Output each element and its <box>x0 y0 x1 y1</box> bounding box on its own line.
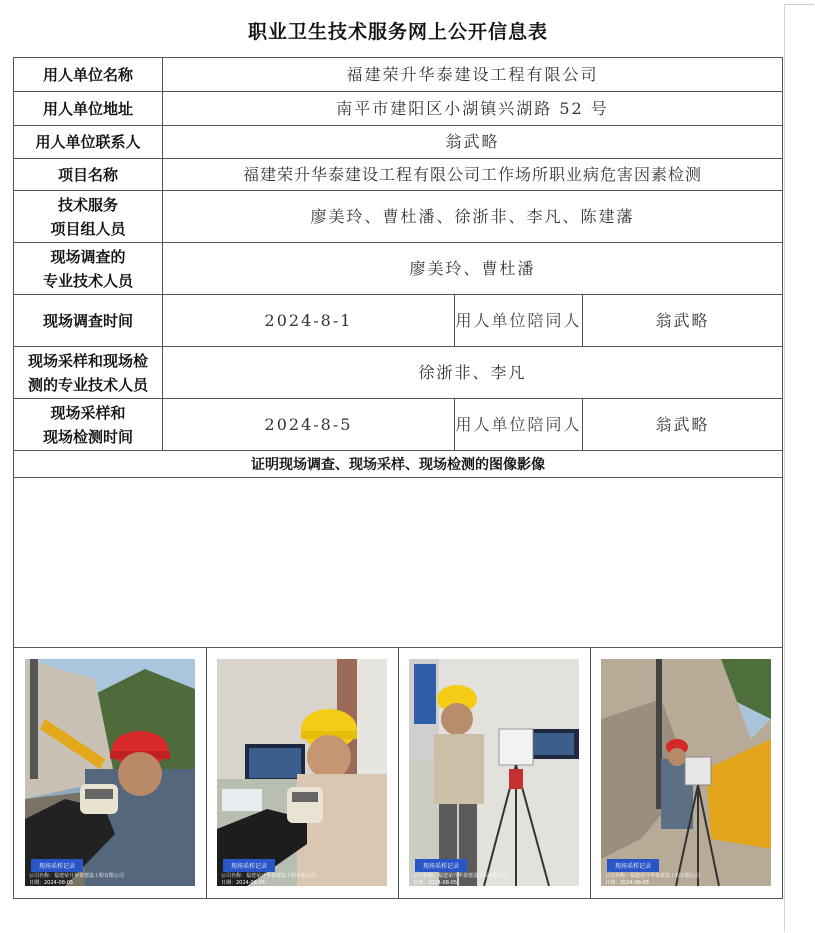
value-sampling-staff: 徐浙非、李凡 <box>163 347 783 399</box>
value-team: 廖美玲、曹杜潘、徐浙非、李凡、陈建藩 <box>163 191 783 243</box>
label-employer-contact: 用人单位联系人 <box>14 126 163 159</box>
label-team-line1: 技术服务 <box>57 195 118 214</box>
label-sampling-companion: 用人单位陪同人 <box>455 399 583 451</box>
table-row <box>14 295 783 347</box>
label-sampling-time <box>14 399 163 451</box>
label-survey-time: 现场调查时间 <box>14 295 163 347</box>
table-row <box>14 243 783 295</box>
label-team <box>14 191 163 243</box>
blank-image-area <box>14 478 783 648</box>
photo-2-line1: 公司名称：福建荣升华泰建设工程有限公司 <box>221 873 317 879</box>
page-corner-mark <box>784 4 814 5</box>
label-sampling-staff <box>14 347 163 399</box>
photo-divider <box>590 648 591 898</box>
label-sampling-staff-line1: 现场采样和现场检 <box>27 351 148 370</box>
info-table <box>13 57 783 899</box>
photo-2-tag: 现场采样记录 <box>223 859 275 872</box>
site-photo-2 <box>217 659 387 886</box>
site-photo-1-image <box>25 659 195 886</box>
photo-divider <box>206 648 207 898</box>
label-project-name: 项目名称 <box>14 159 163 191</box>
value-employer-address: 南平市建阳区小湖镇兴湖路 52 号 <box>163 92 783 126</box>
table-row <box>14 399 783 451</box>
site-photo-3-image <box>409 659 579 886</box>
table-row <box>14 191 783 243</box>
value-employer-contact: 翁武略 <box>163 126 783 159</box>
site-photo-3 <box>409 659 579 886</box>
photo-cell <box>14 648 783 899</box>
photo-4-line2: 日期：2024-08-05 <box>605 880 650 886</box>
photo-3-line1: 公司名称：福建荣升华泰建设工程有限公司 <box>413 873 509 879</box>
label-survey-staff-line2: 专业技术人员 <box>42 271 133 290</box>
value-employer-name: 福建荣升华泰建设工程有限公司 <box>163 58 783 92</box>
blank-image-cell <box>14 478 783 648</box>
label-survey-companion: 用人单位陪同人 <box>455 295 583 347</box>
table-row <box>14 92 783 126</box>
site-photo-4-image <box>601 659 771 886</box>
site-photo-2-image <box>217 659 387 886</box>
site-photo-4 <box>601 659 771 886</box>
label-sampling-time-line2: 现场检测时间 <box>42 427 133 446</box>
photo-4-tag: 现场采样记录 <box>607 859 659 872</box>
photo-2-line2: 日期：2024-08-05 <box>221 880 266 886</box>
label-team-line2: 项目组人员 <box>50 219 126 238</box>
value-sampling-date: 2024-8-5 <box>163 399 455 451</box>
label-sampling-staff-line2: 测的专业技术人员 <box>27 375 148 394</box>
photo-strip <box>14 648 783 898</box>
page-title: 职业卫生技术服务网上公开信息表 <box>247 21 548 43</box>
images-caption: 证明现场调查、现场采样、现场检测的图像影像 <box>14 451 783 478</box>
table-row <box>14 159 783 191</box>
photo-1-line2: 日期：2024-08-05 <box>29 880 74 886</box>
page-margin-line <box>784 4 785 932</box>
table-row <box>14 126 783 159</box>
label-sampling-time-line1: 现场采样和 <box>50 403 126 422</box>
table-row <box>14 451 783 478</box>
photo-3-tag: 现场采样记录 <box>415 859 467 872</box>
table-row <box>14 58 783 92</box>
photo-1-tag: 现场采样记录 <box>31 859 83 872</box>
value-project-name: 福建荣升华泰建设工程有限公司工作场所职业病危害因素检测 <box>163 159 783 191</box>
label-employer-address: 用人单位地址 <box>14 92 163 126</box>
value-survey-date: 2024-8-1 <box>163 295 455 347</box>
photo-divider <box>398 648 399 898</box>
photo-row <box>14 648 783 899</box>
photo-4-line1: 公司名称：福建荣升华泰建设工程有限公司 <box>605 873 701 879</box>
value-survey-companion: 翁武略 <box>583 295 783 347</box>
value-survey-staff: 廖美玲、曹杜潘 <box>163 243 783 295</box>
photo-1-line1: 公司名称：福建荣升华泰建设工程有限公司 <box>29 873 125 879</box>
photo-3-line2: 日期：2024-08-05 <box>413 880 458 886</box>
site-photo-1 <box>25 659 195 886</box>
label-employer-name: 用人单位名称 <box>14 58 163 92</box>
label-survey-staff-line1: 现场调查的 <box>50 247 126 266</box>
label-survey-staff <box>14 243 163 295</box>
value-sampling-companion: 翁武略 <box>583 399 783 451</box>
table-row <box>14 347 783 399</box>
